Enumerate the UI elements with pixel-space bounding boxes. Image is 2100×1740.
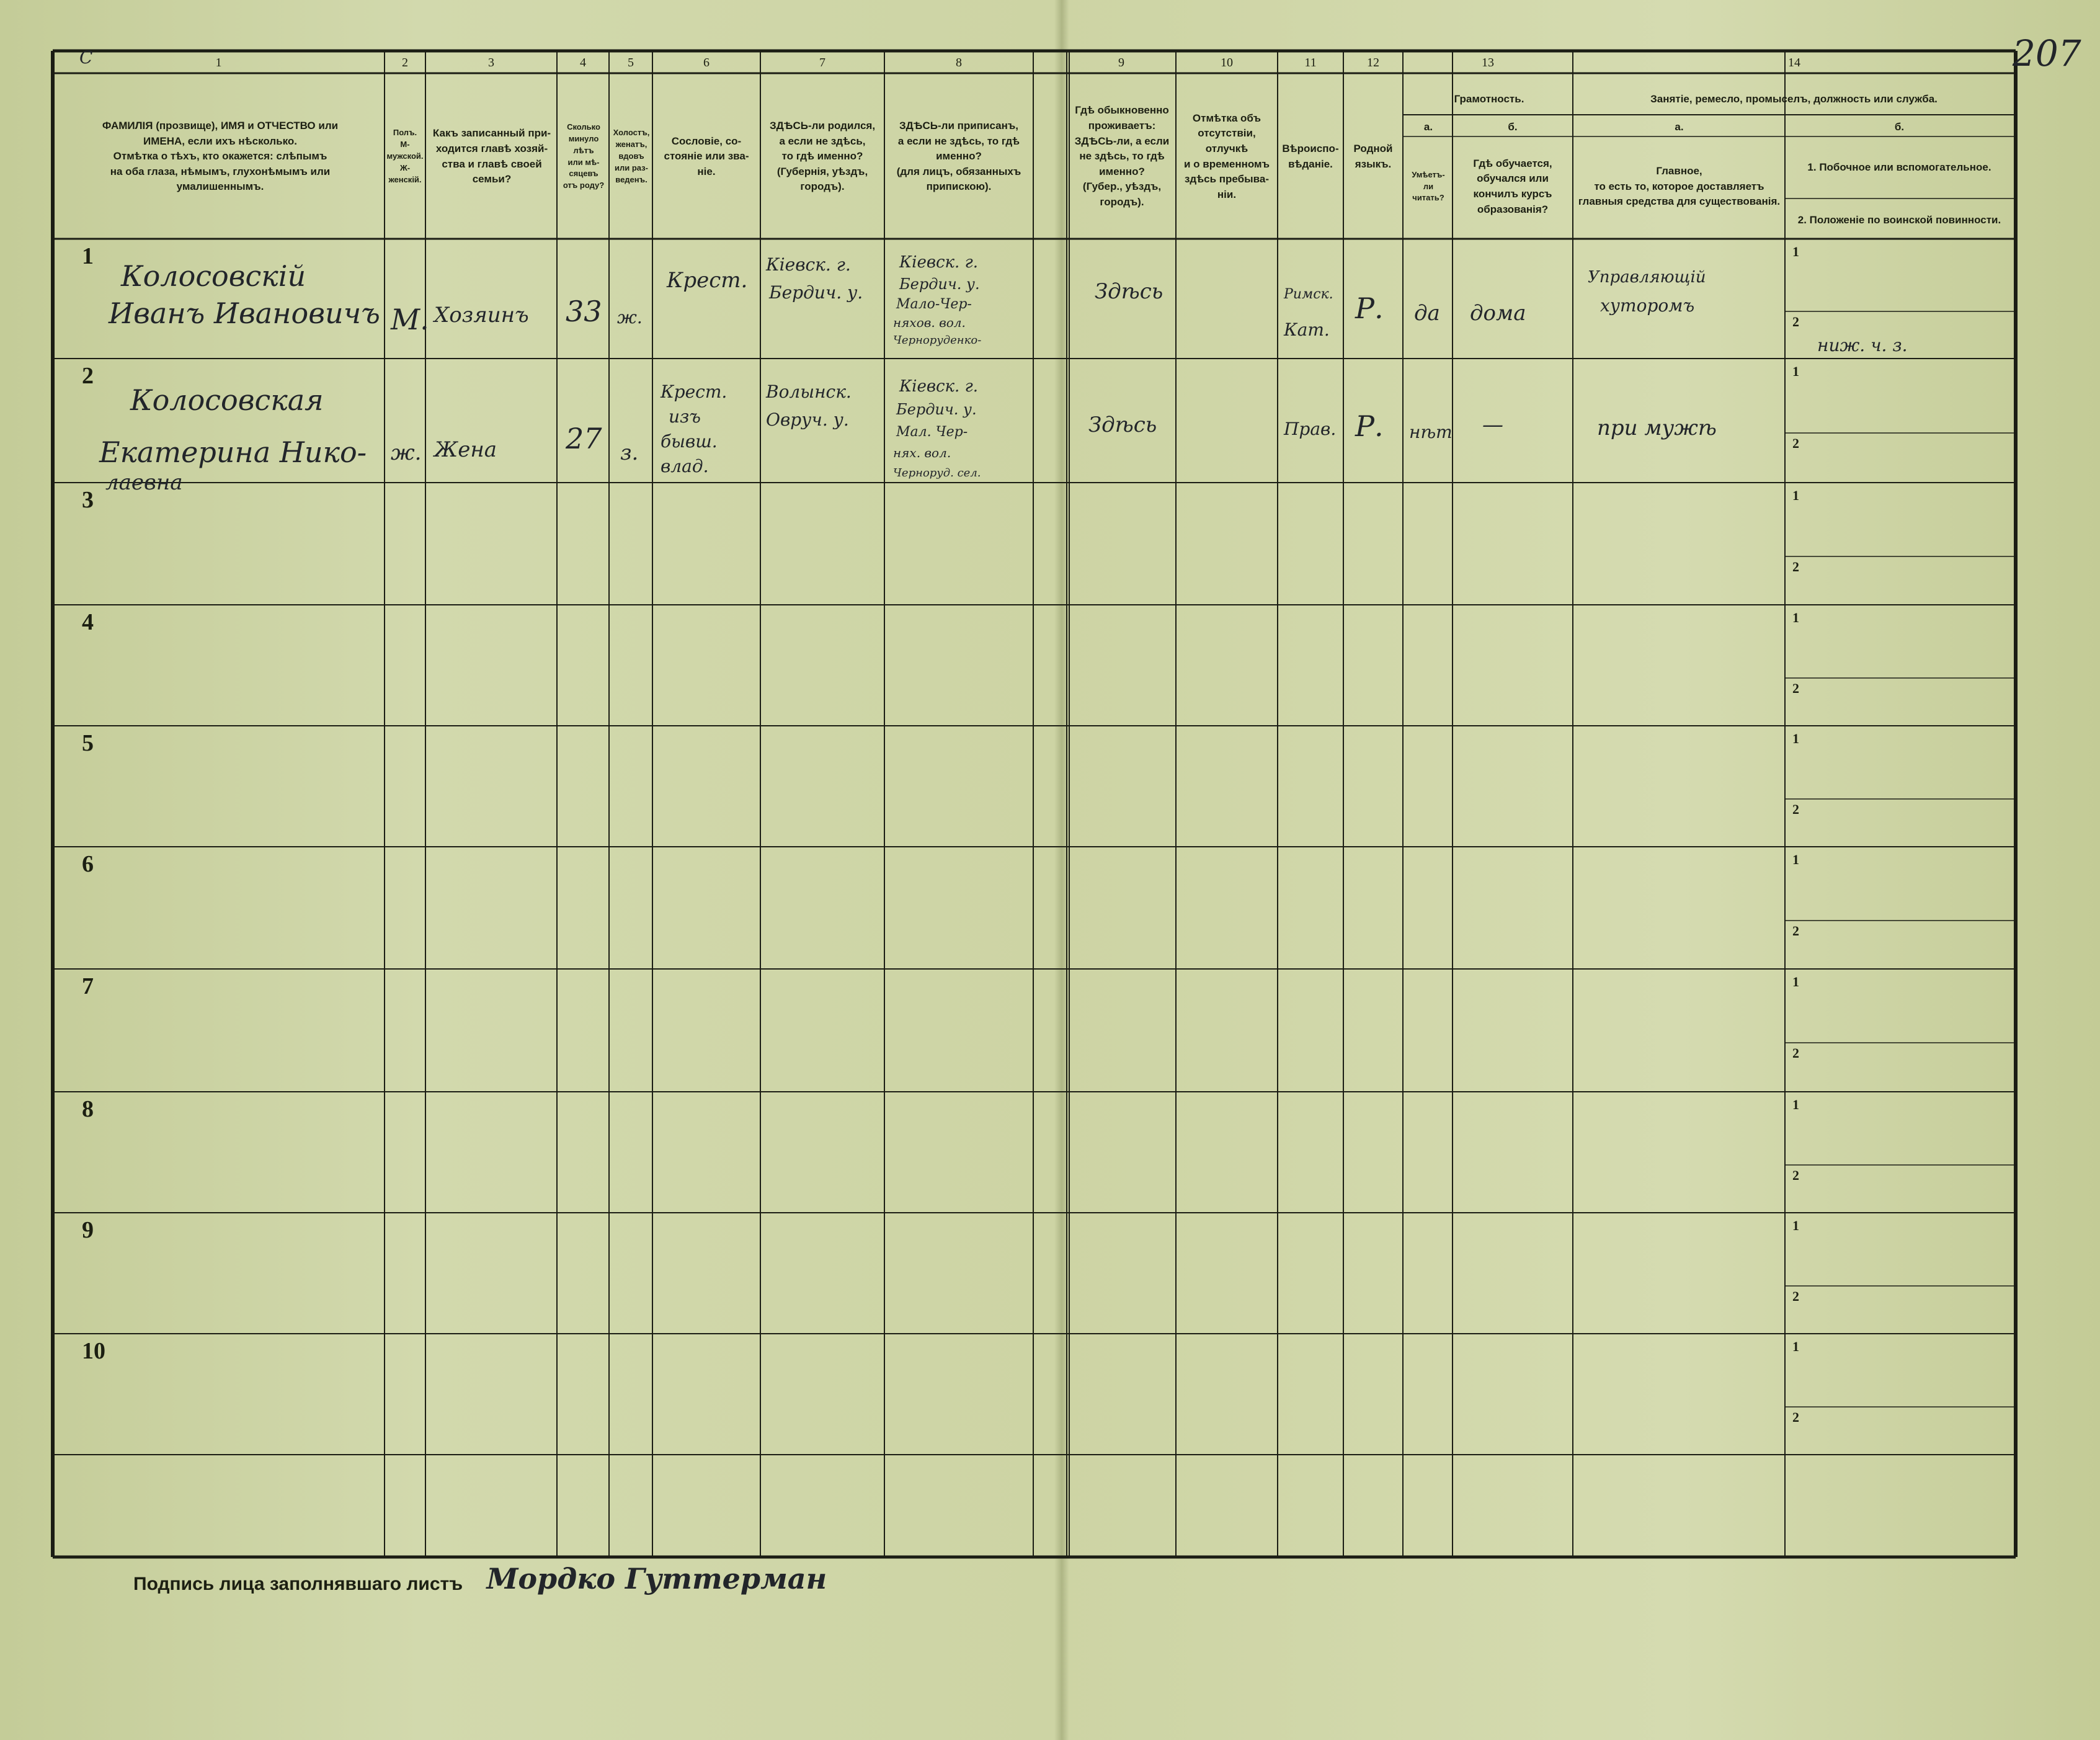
row-number: 9: [82, 1217, 94, 1243]
header-line: Сословіе, со-: [671, 135, 742, 147]
education-1: дома: [1470, 301, 1526, 326]
row-number: 4: [82, 609, 94, 635]
row-number: 5: [82, 730, 94, 756]
header-col-7: [762, 78, 883, 236]
given-name-1: Иванъ Ивановичъ: [109, 297, 380, 330]
surname-2: Колосовская: [130, 383, 324, 417]
sub-line-number: 1: [1792, 364, 1799, 379]
header-line: образованія?: [1477, 203, 1549, 215]
header-line: Отмѣтка объ: [1192, 112, 1261, 124]
occupation-main-1b: хуторомъ: [1600, 295, 1695, 316]
header-line: то есть то, которое доставляетъ: [1594, 180, 1764, 192]
header-line: М-мужской.: [386, 140, 424, 161]
header-line: языкъ.: [1355, 158, 1392, 170]
sub-line-number: 2: [1792, 1167, 1799, 1183]
header-line: отсутствіи, отлучкѣ: [1198, 127, 1256, 154]
religion-2: Прав.: [1284, 419, 1337, 439]
birthplace-1b: Бердич. у.: [769, 282, 863, 303]
header-line: женатъ,: [615, 140, 647, 149]
estate-2c: бывш.: [661, 431, 718, 452]
header-col-8: [886, 78, 1032, 236]
signature-label: Подпись лица заполнявшаго листъ: [133, 1574, 463, 1594]
header-col-10: [1177, 78, 1276, 236]
header-line: кончилъ курсъ: [1473, 188, 1552, 200]
header-line: читать?: [1412, 193, 1444, 203]
header-line: Гдѣ обыкновенно: [1075, 104, 1169, 117]
row-number: 2: [82, 363, 94, 389]
header-col-13a-letter: а.: [1423, 120, 1433, 133]
column-number: 1: [215, 56, 222, 69]
header-line: Родной: [1353, 142, 1393, 154]
header-line: умалишеннымъ.: [176, 181, 264, 193]
marital-2: з.: [620, 440, 639, 465]
header-col-14b-military: 2. Положеніе по воинской повинности.: [1797, 213, 2001, 226]
column-number: 2: [402, 56, 408, 69]
religion-1a: Римск.: [1284, 287, 1333, 302]
header-line: а если не здѣсь,: [779, 135, 866, 147]
header-col-2: [386, 78, 424, 236]
header-line: Ж-женскій.: [388, 163, 422, 184]
header-line: главныя средства для существованія.: [1578, 195, 1781, 208]
sub-line-number: 2: [1792, 801, 1799, 817]
header-line: ЗДѢСЬ-ли приписанъ,: [899, 119, 1018, 132]
birthplace-2a: Волынск.: [766, 381, 852, 402]
language-1: Р.: [1355, 292, 1384, 325]
column-number: 14: [1788, 56, 1800, 69]
religion-1b: Кат.: [1284, 319, 1330, 340]
given-name-2: Екатерина Нико-: [99, 435, 367, 469]
column-number: 6: [703, 56, 710, 69]
header-line: то гдѣ именно?: [781, 150, 863, 163]
registered-2a: Кіевск. г.: [899, 377, 978, 396]
column-number: 12: [1367, 56, 1379, 69]
header-line: припискою).: [926, 181, 992, 193]
header-line: именно?: [1099, 165, 1145, 177]
column-number: 3: [488, 56, 494, 69]
header-line: минуло: [568, 133, 599, 143]
header-line: обучался или: [1477, 172, 1549, 185]
column-number: 9: [1118, 56, 1124, 69]
birthplace-2b: Овруч. у.: [766, 409, 849, 430]
header-col-14-group: Занятіе, ремесло, промыселъ, должность или служба.: [1650, 92, 1938, 105]
header-col-11: [1279, 78, 1342, 236]
header-line: ніи.: [1217, 188, 1237, 200]
registered-2c: Мал. Чер-: [896, 424, 968, 440]
header-col-13-group: Грамотность.: [1454, 92, 1524, 105]
header-col-13b-letter: б.: [1508, 120, 1518, 133]
education-2: —: [1482, 413, 1503, 437]
header-line: или мѣ-: [567, 157, 600, 167]
sub-line-number: 1: [1792, 488, 1799, 503]
header-line: Какъ записанный при-: [432, 127, 551, 140]
registered-1a: Кіевск. г.: [899, 253, 978, 272]
row-number: 1: [82, 243, 94, 269]
header-col-13a: [1405, 138, 1451, 236]
header-line: именно?: [936, 150, 982, 163]
literate-2: нѣт: [1409, 422, 1453, 442]
header-line: Холостъ,: [613, 128, 650, 138]
sub-line-number: 1: [1792, 1218, 1799, 1233]
occupation-main-1a: Управляющій: [1588, 268, 1706, 287]
header-line: сяцевъ: [569, 169, 598, 179]
row-number: 10: [82, 1338, 105, 1364]
registered-2b: Бердич. у.: [896, 401, 977, 418]
column-number: 10: [1221, 56, 1233, 69]
page-number: 207: [2013, 32, 2081, 74]
registered-1c: Мало-Чер-: [896, 297, 972, 312]
marital-1: ж.: [617, 307, 643, 328]
sub-line-number: 2: [1792, 559, 1799, 574]
header-line: Сколько: [567, 122, 600, 132]
header-line: ФАМИЛІЯ (прозвище), ИМЯ и ОТЧЕСТВО или: [102, 119, 339, 132]
header-line: здѣсь пребыва-: [1184, 173, 1270, 185]
column-number: 4: [580, 56, 586, 69]
language-2: Р.: [1355, 409, 1384, 443]
residence-2: Здѣсь: [1088, 413, 1157, 437]
header-line: ходится главѣ хозяй-: [435, 142, 548, 154]
age-1: 33: [566, 295, 602, 328]
registered-2e: Черноруд. сел.: [893, 466, 981, 480]
sub-line-number: 1: [1792, 974, 1799, 989]
header-line: ніе.: [697, 165, 716, 177]
sub-line-number: 2: [1792, 923, 1799, 939]
estate-2b: изъ: [669, 406, 701, 427]
header-line: ИМЕНА, если ихъ нѣсколько.: [143, 135, 297, 147]
sub-line-number: 2: [1792, 435, 1799, 451]
row-number: 6: [82, 851, 94, 877]
column-number: 5: [628, 56, 634, 69]
header-col-6: [654, 78, 759, 236]
residence-1: Здѣсь: [1095, 279, 1163, 304]
header-line: и о временномъ: [1183, 158, 1270, 170]
header-line: а если не здѣсь, то гдѣ: [897, 135, 1020, 147]
header-line: на оба глаза, нѣмымъ, глухонѣмымъ или: [110, 165, 331, 177]
header-line: или раз-: [615, 163, 648, 172]
military-1: ниж. ч. з.: [1817, 335, 1908, 355]
header-line: Главное,: [1656, 165, 1702, 177]
registered-1b: Бердич. у.: [899, 275, 980, 293]
occupation-main-2: при мужѣ: [1597, 416, 1717, 440]
signature-value: Мордко Гуттерман: [486, 1562, 827, 1595]
header-col-13b: [1454, 138, 1572, 236]
literate-1: да: [1414, 301, 1440, 326]
row-number: 3: [82, 487, 94, 513]
surname-1: Колосовскій: [121, 259, 306, 293]
relation-1: Хозяинъ: [434, 303, 529, 328]
sub-line-number: 1: [1792, 1097, 1799, 1112]
header-line: ЗДѢСЬ-ли родился,: [769, 119, 876, 132]
header-line: Гдѣ обучается,: [1473, 157, 1552, 169]
header-line: не здѣсь, то гдѣ: [1079, 150, 1165, 163]
sub-line-number: 2: [1792, 680, 1799, 696]
header-line: (для лицъ, обязанныхъ: [896, 165, 1021, 177]
header-line: стояніе или зва-: [664, 150, 749, 163]
header-line: Вѣроиспо-: [1282, 142, 1339, 154]
relation-2: Жена: [434, 437, 497, 462]
column-number: 7: [819, 56, 825, 69]
header-line: проживаетъ:: [1088, 119, 1156, 132]
birthplace-1a: Кіевск. г.: [766, 254, 851, 275]
header-col-9: [1069, 78, 1175, 236]
header-col-14a: [1575, 138, 1783, 236]
corner-mark: C: [79, 47, 93, 68]
sub-line-number: 2: [1792, 1045, 1799, 1061]
sex-2: ж.: [391, 440, 422, 465]
column-number: 8: [956, 56, 962, 69]
header-line: лѣтъ: [573, 145, 594, 155]
estate-2d: влад.: [661, 456, 709, 476]
header-line: вдовъ: [618, 151, 644, 161]
sub-line-number: 2: [1792, 314, 1799, 329]
sub-line-number: 2: [1792, 1288, 1799, 1304]
header-col-3: [427, 78, 557, 236]
sub-line-number: 1: [1792, 244, 1799, 259]
header-col-4: [558, 78, 609, 236]
sub-line-number: 1: [1792, 852, 1799, 867]
header-line: веденъ.: [615, 174, 647, 184]
header-col-5: [610, 78, 652, 236]
header-line: (Губернія, уѣздъ, городъ).: [776, 165, 868, 193]
age-2: 27: [566, 422, 602, 455]
header-col-14a-letter: а.: [1675, 120, 1684, 133]
sub-line-number: 1: [1792, 610, 1799, 625]
signature-line: [133, 1562, 827, 1597]
column-number: 11: [1304, 56, 1317, 69]
header-line: семьи?: [472, 173, 512, 185]
sex-1: М.: [391, 303, 429, 336]
estate-2a: Крест.: [661, 381, 727, 402]
registered-1d: няхов. вол.: [893, 315, 966, 330]
header-line: Полъ.: [393, 128, 417, 138]
row-number: 7: [82, 973, 94, 999]
header-line: (Губер., уѣздъ, городъ).: [1082, 181, 1162, 208]
header-line: ЗДѢСЬ-ли, а если: [1074, 135, 1170, 147]
header-col-12: [1345, 78, 1402, 236]
header-line: ства и главѣ своей: [442, 158, 542, 170]
column-number: 13: [1482, 56, 1494, 69]
header-line: ли: [1423, 181, 1434, 191]
header-col-1: [56, 78, 385, 236]
header-col-14b-letter: б.: [1894, 120, 1905, 133]
header-line: Отмѣтка о тѣхъ, кто окажется: слѣпымъ: [113, 150, 327, 163]
header-line: отъ роду?: [563, 181, 605, 190]
sub-line-number: 1: [1792, 731, 1799, 746]
header-line: Умѣетъ-: [1412, 169, 1445, 179]
header-col-14b-side: 1. Побочное или вспомогательное.: [1807, 161, 1991, 173]
registered-2d: нях. вол.: [893, 445, 951, 460]
header-line: вѣданіе.: [1288, 158, 1333, 170]
sub-line-number: 2: [1792, 1409, 1799, 1425]
sub-line-number: 1: [1792, 1339, 1799, 1354]
patronymic-end-2: лаевна: [105, 470, 183, 495]
row-number: 8: [82, 1096, 94, 1122]
registered-1e: Черноруденко-: [893, 334, 982, 347]
estate-1: Крест.: [667, 268, 748, 293]
